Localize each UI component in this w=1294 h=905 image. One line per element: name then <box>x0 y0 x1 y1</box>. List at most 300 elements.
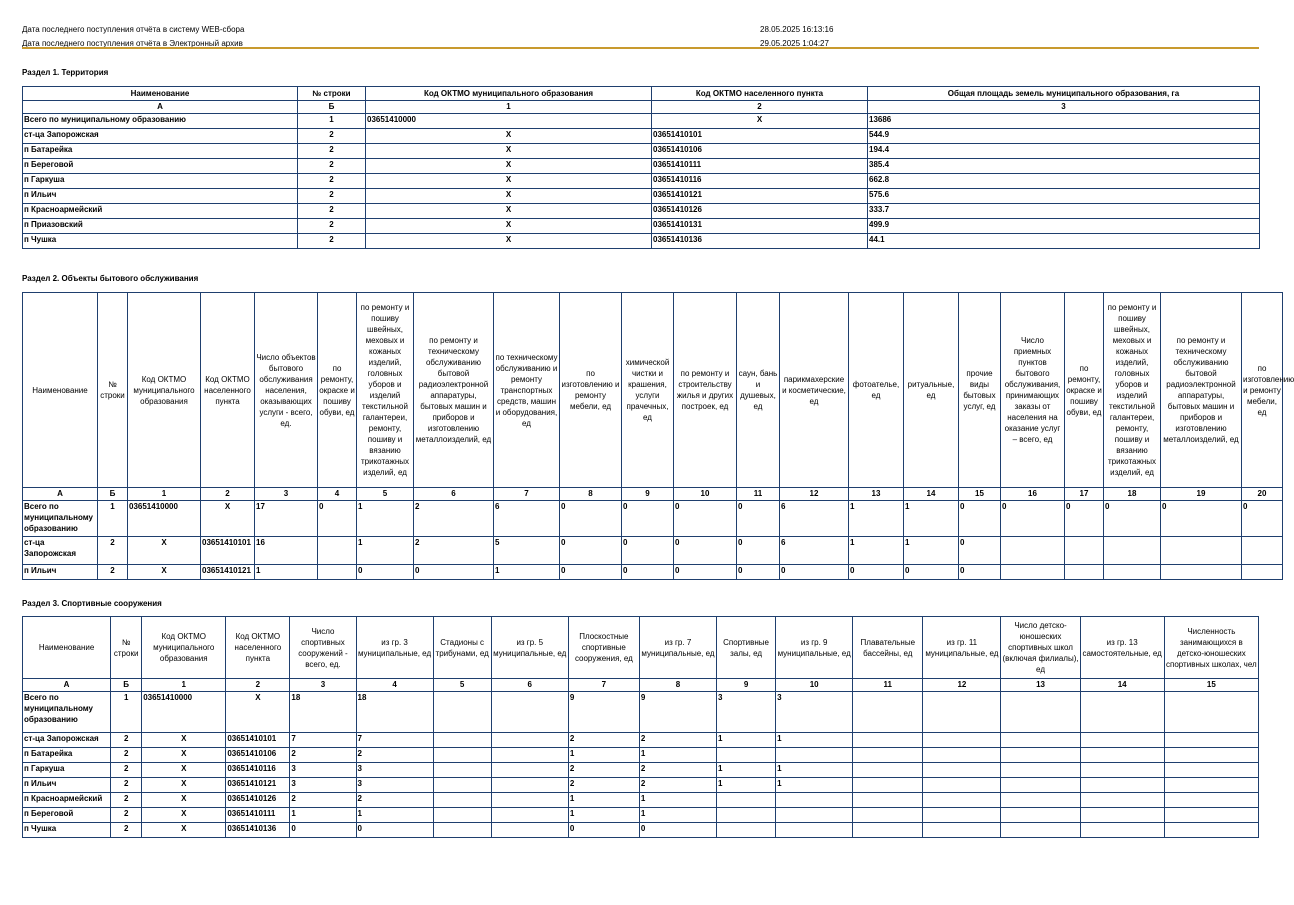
table-cell <box>1164 692 1258 733</box>
table-cell: 03651410121 <box>201 565 255 580</box>
column-index: 13 <box>1001 679 1080 692</box>
table-cell <box>491 808 568 823</box>
row-name-cell: Всего по муниципальному образованию <box>23 692 111 733</box>
table-cell: 2 <box>298 234 366 249</box>
table-cell: 499.9 <box>868 219 1260 234</box>
table-cell: 0 <box>780 565 849 580</box>
table-cell: 1 <box>357 501 414 537</box>
table-cell <box>318 537 357 565</box>
table-row <box>23 174 1260 189</box>
row-name-cell: п Батарейка <box>23 748 111 763</box>
column-index: 1 <box>142 679 226 692</box>
table-cell: 1 <box>290 808 356 823</box>
table-cell: 0 <box>904 565 959 580</box>
row-name-cell: п Чушка <box>23 234 298 249</box>
table-cell: 2 <box>111 763 142 778</box>
table-row <box>23 219 1260 234</box>
table-cell: 2 <box>111 748 142 763</box>
table-cell <box>433 733 491 748</box>
table-cell: 13686 <box>868 114 1260 129</box>
meta-label: Дата последнего поступления отчёта в Электронный архив <box>22 38 243 48</box>
table-cell: 2 <box>111 823 142 838</box>
table-cell: X <box>142 808 226 823</box>
column-index: 4 <box>318 488 357 501</box>
section-3-title: Раздел 3. Спортивные сооружения <box>22 599 162 608</box>
table-cell <box>1164 793 1258 808</box>
table-cell <box>1001 733 1080 748</box>
row-name-cell: п Гаркуша <box>23 174 298 189</box>
column-header: Код ОКТМО муниципального образования <box>128 293 201 488</box>
table-cell: 575.6 <box>868 189 1260 204</box>
table-cell: 7 <box>290 733 356 748</box>
table-cell <box>1104 565 1161 580</box>
table-cell: 662.8 <box>868 174 1260 189</box>
column-index: 9 <box>717 679 776 692</box>
table-cell: X <box>142 778 226 793</box>
row-name-cell: п Батарейка <box>23 144 298 159</box>
table-cell: 2 <box>639 778 716 793</box>
table-cell <box>776 748 853 763</box>
table-cell: 2 <box>298 204 366 219</box>
table-cell <box>433 823 491 838</box>
table-cell: 2 <box>356 748 433 763</box>
meta-value: 29.05.2025 1:04:27 <box>760 38 829 48</box>
table-cell: X <box>366 174 652 189</box>
table-cell: 1 <box>255 565 318 580</box>
table-cell: 0 <box>622 537 674 565</box>
column-header: по ремонту, окраске и пошиву обуви, ед <box>1065 293 1104 488</box>
meta-label: Дата последнего поступления отчёта в систему WEB-сбора <box>22 24 245 34</box>
table-cell: 385.4 <box>868 159 1260 174</box>
column-header: № строки <box>98 293 128 488</box>
table-cell: 2 <box>290 793 356 808</box>
table-cell <box>433 808 491 823</box>
column-header: из гр. 5 муниципальные, ед <box>491 617 568 679</box>
table-cell <box>433 748 491 763</box>
table-row <box>23 537 1283 565</box>
row-name-cell: п Чушка <box>23 823 111 838</box>
column-header: Плавательные бассейны, ед <box>853 617 923 679</box>
column-index: 19 <box>1161 488 1242 501</box>
column-index: 5 <box>357 488 414 501</box>
table-cell <box>853 748 923 763</box>
table-cell <box>1080 823 1164 838</box>
table-cell: 03651410101 <box>652 129 868 144</box>
table-cell: 3 <box>290 763 356 778</box>
table-cell: 0 <box>1001 501 1065 537</box>
table-cell <box>491 692 568 733</box>
table-cell: 0 <box>959 537 1001 565</box>
column-header: парикмахерские и косметические, ед <box>780 293 849 488</box>
table-cell: X <box>128 565 201 580</box>
table-cell: 03651410111 <box>226 808 290 823</box>
table-cell: 0 <box>560 537 622 565</box>
column-index: 16 <box>1001 488 1065 501</box>
table-row <box>23 204 1260 219</box>
table-cell <box>491 793 568 808</box>
column-header: саун, бань и душевых, ед <box>737 293 780 488</box>
column-header: по ремонту и техническому обслуживанию бытовой радиоэлектронной аппаратуры, бытовых машин и приборов и изготовлению металлоизделий, ед <box>414 293 494 488</box>
column-index-row <box>23 101 1260 114</box>
table-cell <box>1001 823 1080 838</box>
table-cell: X <box>366 234 652 249</box>
table-cell: 0 <box>560 565 622 580</box>
table-row <box>23 501 1283 537</box>
table-cell <box>491 763 568 778</box>
column-index-row <box>23 488 1283 501</box>
table-cell <box>491 823 568 838</box>
row-name-cell: п Ильич <box>23 565 98 580</box>
column-header: Наименование <box>23 293 98 488</box>
table-cell: 03651410136 <box>652 234 868 249</box>
table-cell <box>1080 748 1164 763</box>
table-cell <box>923 733 1001 748</box>
column-index: 15 <box>959 488 1001 501</box>
table-cell: 3 <box>776 692 853 733</box>
table-cell: 0 <box>357 565 414 580</box>
table-cell: 2 <box>111 733 142 748</box>
table-row <box>23 565 1283 580</box>
column-index: 3 <box>290 679 356 692</box>
table-cell: 03651410101 <box>201 537 255 565</box>
table-row <box>23 234 1260 249</box>
table-cell <box>853 763 923 778</box>
table-cell: 2 <box>568 778 639 793</box>
column-index: 6 <box>414 488 494 501</box>
column-header: по ремонту и строительству жилья и других построек, ед <box>674 293 737 488</box>
table-cell: X <box>366 204 652 219</box>
column-header: по ремонту и пошиву швейных, меховых и кожаных изделий, головных уборов и изделий текстильной галантереи, ремонту, пошиву и вязанию трикотажных изделий, ед <box>1104 293 1161 488</box>
table-cell: 2 <box>98 537 128 565</box>
table-cell: 03651410116 <box>226 763 290 778</box>
table-cell: 1 <box>904 501 959 537</box>
table-cell: 544.9 <box>868 129 1260 144</box>
section-2-table <box>22 292 1294 580</box>
column-index: 15 <box>1164 679 1258 692</box>
table-cell: X <box>142 823 226 838</box>
table-cell <box>491 778 568 793</box>
table-cell: 0 <box>849 565 904 580</box>
table-cell: 03651410126 <box>652 204 868 219</box>
table-cell: 1 <box>568 808 639 823</box>
table-cell <box>1164 763 1258 778</box>
table-cell: 333.7 <box>868 204 1260 219</box>
section-3-table <box>22 616 1259 838</box>
table-cell <box>1065 537 1104 565</box>
table-cell <box>776 793 853 808</box>
table-cell: 44.1 <box>868 234 1260 249</box>
table-cell <box>433 692 491 733</box>
table-cell <box>1001 692 1080 733</box>
column-index: 8 <box>639 679 716 692</box>
table-cell: 18 <box>356 692 433 733</box>
table-cell <box>1164 778 1258 793</box>
row-name-cell: п Красноармейский <box>23 204 298 219</box>
column-header: из гр. 3 муниципальные, ед <box>356 617 433 679</box>
table-cell: 03651410126 <box>226 793 290 808</box>
table-cell: 0 <box>622 501 674 537</box>
table-cell <box>923 763 1001 778</box>
table-cell: 16 <box>255 537 318 565</box>
table-cell: 1 <box>776 733 853 748</box>
table-cell: 6 <box>780 501 849 537</box>
column-header: Число детско-юношеских спортивных школ (включая филиалы), ед <box>1001 617 1080 679</box>
column-index: А <box>23 101 298 114</box>
table-cell: 03651410116 <box>652 174 868 189</box>
table-cell: 1 <box>639 793 716 808</box>
column-index: 12 <box>780 488 849 501</box>
column-header: из гр. 13 самостоятельные, ед <box>1080 617 1164 679</box>
table-cell <box>491 748 568 763</box>
table-cell <box>853 823 923 838</box>
table-cell <box>1164 733 1258 748</box>
table-cell <box>923 692 1001 733</box>
column-index: 1 <box>366 101 652 114</box>
table-cell: 3 <box>290 778 356 793</box>
table-cell: 0 <box>318 501 357 537</box>
table-cell <box>1164 808 1258 823</box>
table-cell <box>923 823 1001 838</box>
row-name-cell: п Ильич <box>23 778 111 793</box>
row-name-cell: ст-ца Запорожская <box>23 129 298 144</box>
table-cell: 2 <box>290 748 356 763</box>
column-index: 10 <box>674 488 737 501</box>
table-cell: 2 <box>568 763 639 778</box>
table-cell: 1 <box>904 537 959 565</box>
table-cell: 1 <box>717 733 776 748</box>
table-cell: 0 <box>568 823 639 838</box>
table-row <box>23 189 1260 204</box>
table-cell <box>318 565 357 580</box>
column-index: 18 <box>1104 488 1161 501</box>
table-cell: 1 <box>849 501 904 537</box>
table-cell: 1 <box>639 748 716 763</box>
meta-value: 28.05.2025 16:13:16 <box>760 24 834 34</box>
row-name-cell: п Береговой <box>23 159 298 174</box>
column-header: Наименование <box>23 617 111 679</box>
table-cell: 0 <box>290 823 356 838</box>
column-index: 17 <box>1065 488 1104 501</box>
column-index: 5 <box>433 679 491 692</box>
table-cell <box>853 778 923 793</box>
table-cell: 0 <box>1104 501 1161 537</box>
table-cell: 0 <box>737 565 780 580</box>
table-cell: 0 <box>674 537 737 565</box>
column-index: А <box>23 488 98 501</box>
column-index: А <box>23 679 111 692</box>
table-cell <box>1001 748 1080 763</box>
table-cell: 03651410136 <box>226 823 290 838</box>
header-row <box>23 293 1283 488</box>
table-cell: 194.4 <box>868 144 1260 159</box>
table-cell: 1 <box>298 114 366 129</box>
table-cell <box>1001 763 1080 778</box>
column-header: № строки <box>111 617 142 679</box>
table-row <box>23 144 1260 159</box>
table-cell <box>853 808 923 823</box>
column-header: по изготовлению и ремонту мебели, ед <box>1242 293 1283 488</box>
column-index: 11 <box>853 679 923 692</box>
table-cell <box>1080 778 1164 793</box>
table-cell: 1 <box>717 763 776 778</box>
table-cell: X <box>652 114 868 129</box>
column-header: по изготовлению и ремонту мебели, ед <box>560 293 622 488</box>
table-cell <box>853 692 923 733</box>
table-cell: 1 <box>356 808 433 823</box>
table-cell <box>923 793 1001 808</box>
table-cell: 2 <box>298 129 366 144</box>
table-cell <box>1001 808 1080 823</box>
table-cell: 2 <box>639 763 716 778</box>
section-2-title: Раздел 2. Объекты бытового обслуживания <box>22 274 199 283</box>
table-cell: 1 <box>494 565 560 580</box>
table-cell: 0 <box>737 501 780 537</box>
table-row <box>23 114 1260 129</box>
column-header: Общая площадь земель муниципального образования, га <box>868 87 1260 101</box>
column-index-row <box>23 679 1259 692</box>
table-cell: 5 <box>494 537 560 565</box>
row-name-cell: ст-ца Запорожская <box>23 733 111 748</box>
table-cell: 2 <box>111 793 142 808</box>
table-row <box>23 748 1259 763</box>
table-cell <box>923 778 1001 793</box>
table-cell: X <box>366 189 652 204</box>
table-row <box>23 793 1259 808</box>
column-index: 1 <box>128 488 201 501</box>
table-cell: 17 <box>255 501 318 537</box>
column-index: 14 <box>904 488 959 501</box>
table-cell <box>1242 537 1283 565</box>
table-row <box>23 129 1260 144</box>
table-cell: 2 <box>639 733 716 748</box>
table-cell: X <box>142 763 226 778</box>
table-cell: 9 <box>568 692 639 733</box>
table-cell <box>1164 748 1258 763</box>
table-cell <box>433 793 491 808</box>
table-row <box>23 808 1259 823</box>
table-cell: 9 <box>639 692 716 733</box>
column-header: по ремонту, окраске и пошиву обуви, ед <box>318 293 357 488</box>
table-cell: 03651410106 <box>652 144 868 159</box>
row-name-cell: Всего по муниципальному образованию <box>23 114 298 129</box>
table-row <box>23 823 1259 838</box>
column-index: 13 <box>849 488 904 501</box>
table-cell: 1 <box>776 778 853 793</box>
column-header: химической чистки и крашения, услуги прачечных, ед <box>622 293 674 488</box>
table-cell: 03651410131 <box>652 219 868 234</box>
table-cell <box>853 733 923 748</box>
column-index: Б <box>98 488 128 501</box>
table-row <box>23 733 1259 748</box>
table-cell: 0 <box>1242 501 1283 537</box>
table-cell: X <box>128 537 201 565</box>
table-cell: 2 <box>356 793 433 808</box>
column-header: Код ОКТМО населенного пункта <box>201 293 255 488</box>
table-cell: 2 <box>298 159 366 174</box>
table-cell: 03651410111 <box>652 159 868 174</box>
column-header: из гр. 11 муниципальные, ед <box>923 617 1001 679</box>
table-cell <box>1080 692 1164 733</box>
column-index: 14 <box>1080 679 1164 692</box>
column-header: № строки <box>298 87 366 101</box>
column-index: 2 <box>652 101 868 114</box>
row-name-cell: п Приазовский <box>23 219 298 234</box>
table-cell: 0 <box>414 565 494 580</box>
column-header: Численность занимающихся в детско-юношеских спортивных школах, чел <box>1164 617 1258 679</box>
row-name-cell: п Красноармейский <box>23 793 111 808</box>
column-index: 2 <box>201 488 255 501</box>
column-header: Стадионы с трибунами, ед <box>433 617 491 679</box>
table-cell <box>1242 565 1283 580</box>
table-cell: 1 <box>568 793 639 808</box>
meta-row-web <box>22 22 1258 36</box>
table-cell <box>717 793 776 808</box>
column-index: 7 <box>494 488 560 501</box>
section-2-viewport[interactable] <box>22 292 1294 582</box>
table-cell: 0 <box>959 501 1001 537</box>
table-cell: 2 <box>298 174 366 189</box>
column-header: Код ОКТМО населенного пункта <box>652 87 868 101</box>
table-cell <box>1001 565 1065 580</box>
table-cell <box>1164 823 1258 838</box>
table-row <box>23 778 1259 793</box>
table-cell: X <box>366 159 652 174</box>
column-header: Число спортивных сооружений - всего, ед. <box>290 617 356 679</box>
table-cell <box>923 748 1001 763</box>
table-cell <box>1080 733 1164 748</box>
table-cell: 1 <box>111 692 142 733</box>
table-cell: 03651410121 <box>226 778 290 793</box>
row-name-cell: п Береговой <box>23 808 111 823</box>
column-header: из гр. 9 муниципальные, ед <box>776 617 853 679</box>
table-cell: 1 <box>98 501 128 537</box>
table-cell: 03651410000 <box>366 114 652 129</box>
column-index: Б <box>298 101 366 114</box>
table-cell: 18 <box>290 692 356 733</box>
table-cell: 2 <box>298 189 366 204</box>
table-cell: 2 <box>298 219 366 234</box>
column-header: прочие виды бытовых услуг, ед <box>959 293 1001 488</box>
section-1-table <box>22 86 1260 249</box>
table-cell: X <box>366 129 652 144</box>
table-cell: 0 <box>1065 501 1104 537</box>
column-header: по ремонту и пошиву швейных, меховых и кожаных изделий, головных уборов и изделий текстильной галантереи, ремонту, пошиву и вязанию трикотажных изделий, ед <box>357 293 414 488</box>
table-cell: X <box>226 692 290 733</box>
table-cell: 2 <box>111 808 142 823</box>
column-index: 4 <box>356 679 433 692</box>
table-cell <box>1161 537 1242 565</box>
table-cell: 03651410121 <box>652 189 868 204</box>
table-cell: 03651410106 <box>226 748 290 763</box>
column-header: Код ОКТМО населенного пункта <box>226 617 290 679</box>
column-header: по техническому обслуживанию и ремонту транспортных средств, машин и оборудования, ед <box>494 293 560 488</box>
table-cell: 0 <box>737 537 780 565</box>
table-cell <box>717 823 776 838</box>
report-meta <box>22 22 1258 50</box>
column-header: Число приемных пунктов бытового обслуживания, принимающих заказы от населения на оказание услуг – всего, ед <box>1001 293 1065 488</box>
column-index: 6 <box>491 679 568 692</box>
table-cell <box>433 778 491 793</box>
table-cell: 0 <box>560 501 622 537</box>
column-index: 20 <box>1242 488 1283 501</box>
column-index: 3 <box>868 101 1260 114</box>
table-cell <box>1161 565 1242 580</box>
column-index: 11 <box>737 488 780 501</box>
row-name-cell: Всего по муниципальному образованию <box>23 501 98 537</box>
table-cell <box>1065 565 1104 580</box>
table-cell: 7 <box>356 733 433 748</box>
table-cell <box>1001 778 1080 793</box>
